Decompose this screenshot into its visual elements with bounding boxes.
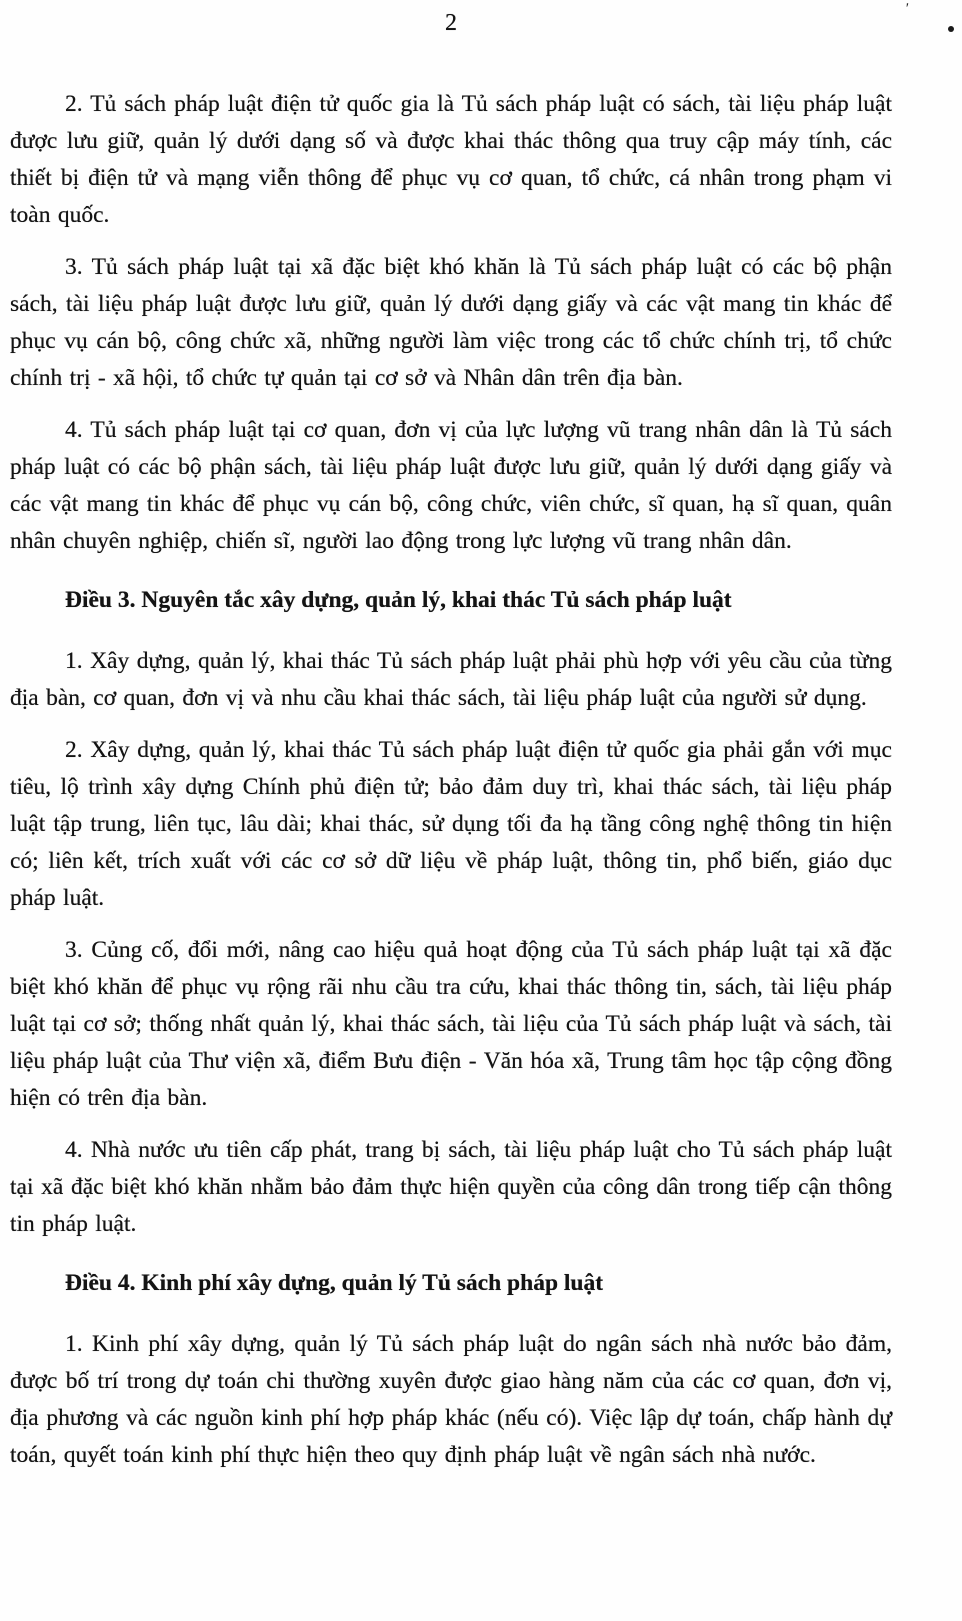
scan-artifact-tick: ' — [903, 0, 910, 18]
paragraph-dieu3-clause-1: 1. Xây dựng, quản lý, khai thác Tủ sách pháp luật phải phù hợp với yêu cầu của từng địa bàn, cơ quan, đơn vị và nhu cầu khai thác sách, tài liệu pháp luật của người sử dụng. — [10, 648, 892, 711]
paragraph-definition-4: 4. Tủ sách pháp luật tại cơ quan, đơn vị của lực lượng vũ trang nhân dân là Tủ sách pháp luật có các bộ phận sách, tài liệu pháp luật được lưu giữ, quản lý dưới dạng giấy và các vật mang tin khác để phục vụ cán bộ, công chức, viên chức, sĩ quan, hạ sĩ quan, quân nhân chuyên nghiệp, chiến sĩ, người lao động trong lực lượng vũ trang nhân dân. — [10, 417, 892, 554]
paragraph-dieu3-clause-4: 4. Nhà nước ưu tiên cấp phát, trang bị sách, tài liệu pháp luật cho Tủ sách pháp luật tại xã đặc biệt khó khăn nhằm bảo đảm thực hiện quyền của công dân trong tiếp cận thông tin pháp luật. — [10, 1137, 892, 1237]
page-number: 2 — [445, 10, 457, 36]
section-heading-dieu-3: Điều 3. Nguyên tắc xây dựng, quản lý, khai thác Tủ sách pháp luật — [65, 587, 732, 613]
paragraph-dieu3-clause-3: 3. Củng cố, đổi mới, nâng cao hiệu quả hoạt động của Tủ sách pháp luật tại xã đặc biệt khó khăn để phục vụ rộng rãi nhu cầu tra cứu, khai thác thông tin, sách, tài liệu pháp luật tại cơ sở; thống nhất quản lý, khai thác sách, tài liệu của Tủ sách pháp luật và sách, tài liệu pháp luật của Thư viện xã, điểm Bưu điện - Văn hóa xã, Trung tâm học tập cộng đồng hiện có trên địa bàn. — [10, 937, 892, 1111]
paragraph-dieu4-clause-1: 1. Kinh phí xây dựng, quản lý Tủ sách pháp luật do ngân sách nhà nước bảo đảm, được bố trí trong dự toán chi thường xuyên được giao hàng năm của các cơ quan, đơn vị, địa phương và các nguồn kinh phí hợp pháp khác (nếu có). Việc lập dự toán, chấp hành dự toán, quyết toán kinh phí thực hiện theo quy định pháp luật về ngân sách nhà nước. — [10, 1331, 892, 1468]
paragraph-dieu3-clause-2: 2. Xây dựng, quản lý, khai thác Tủ sách pháp luật điện tử quốc gia phải gắn với mục tiêu, lộ trình xây dựng Chính phủ điện tử; bảo đảm duy trì, khai thác sách, tài liệu pháp luật tập trung, liên tục, lâu dài; khai thác, sử dụng tối đa hạ tầng công nghệ thông tin hiện có; liên kết, trích xuất với các cơ sở dữ liệu về pháp luật, thông tin, phổ biến, giáo dục pháp luật. — [10, 737, 892, 911]
scan-artifact-dot — [948, 26, 954, 32]
paragraph-definition-3: 3. Tủ sách pháp luật tại xã đặc biệt khó khăn là Tủ sách pháp luật có các bộ phận sách, tài liệu pháp luật được lưu giữ, quản lý dưới dạng giấy và các vật mang tin khác để phục vụ cán bộ, công chức xã, những người làm việc trong các tổ chức chính trị, tổ chức chính trị - xã hội, tổ chức tự quản tại cơ sở và Nhân dân trên địa bàn. — [10, 254, 892, 391]
section-heading-dieu-4: Điều 4. Kinh phí xây dựng, quản lý Tủ sách pháp luật — [65, 1270, 604, 1296]
paragraph-definition-2: 2. Tủ sách pháp luật điện tử quốc gia là Tủ sách pháp luật có sách, tài liệu pháp luật được lưu giữ, quản lý dưới dạng số và được khai thác thông qua truy cập máy tính, các thiết bị điện tử và mạng viễn thông để phục vụ cơ quan, tổ chức, cá nhân trong phạm vi toàn quốc. — [10, 91, 892, 228]
